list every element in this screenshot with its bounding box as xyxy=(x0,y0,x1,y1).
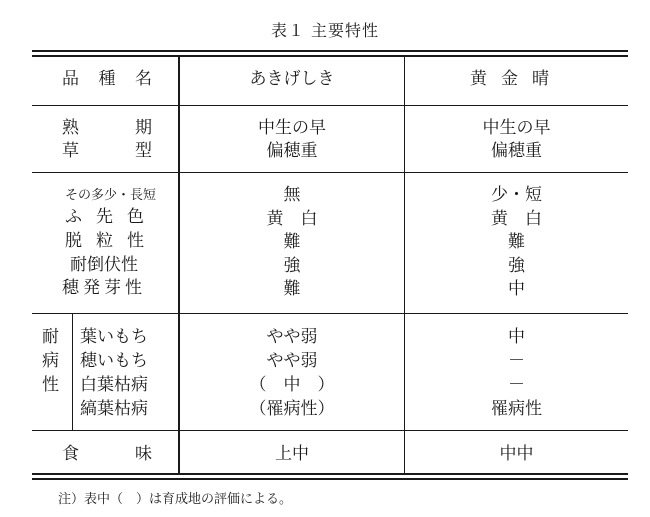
bottom-double-rule-1 xyxy=(32,473,628,475)
koganebare-taste: 中中 xyxy=(499,444,534,464)
label-bacterial-blight: 白葉枯病 xyxy=(80,375,148,395)
koganebare-panicle-blast: － xyxy=(508,351,525,371)
header-char-1: 品 xyxy=(62,69,79,89)
akigeshiki-bacterial-blight: （ 中 ） xyxy=(249,375,335,395)
label-leaf-blast: 葉いもち xyxy=(80,327,148,347)
label-plant-type-char-2: 型 xyxy=(135,141,152,161)
group-label-disease-resistance-1: 耐 xyxy=(42,327,59,347)
akigeshiki-sprouting: 難 xyxy=(283,279,301,299)
table-caption: 表１ 主要特性 xyxy=(270,21,380,40)
akigeshiki-panicle-blast: やや弱 xyxy=(266,351,318,371)
section-rule-1 xyxy=(32,172,628,173)
label-taste-char-2: 味 xyxy=(135,444,152,464)
akigeshiki-maturity: 中生の早 xyxy=(258,118,326,138)
label-maturity-char-1: 熟 xyxy=(62,118,79,138)
header-rule xyxy=(32,105,628,106)
label-maturity xyxy=(62,117,152,139)
koganebare-maturity: 中生の早 xyxy=(482,118,551,138)
header-koganebare: 黄金晴 xyxy=(470,69,563,89)
bottom-double-rule-2 xyxy=(32,478,628,480)
group-label-disease-resistance-3: 性 xyxy=(42,375,59,395)
label-awn: その多少・長短 xyxy=(65,188,157,203)
label-taste-char-1: 食 xyxy=(62,444,79,464)
koganebare-bacterial-blight: － xyxy=(508,375,525,395)
footnote: 注）表中（ ）は育成地の評価による。 xyxy=(58,492,293,507)
header-akigeshiki: あきげしき xyxy=(249,69,335,89)
koganebare-awn: 少・短 xyxy=(491,185,542,205)
koganebare-shattering: 難 xyxy=(508,232,525,252)
koganebare-sprouting: 中 xyxy=(508,279,525,299)
group-label-disease-resistance-2: 病 xyxy=(42,351,59,371)
koganebare-plant-type: 偏穂重 xyxy=(491,141,542,161)
koganebare-leaf-blast: 中 xyxy=(508,327,525,347)
akigeshiki-awn: 無 xyxy=(283,185,301,205)
header-variety-label xyxy=(62,68,152,90)
akigeshiki-shattering: 難 xyxy=(283,232,301,252)
akigeshiki-stripe-disease: （罹病性） xyxy=(249,399,335,419)
header-char-3: 名 xyxy=(135,69,152,89)
section-rule-2 xyxy=(32,313,628,314)
koganebare-lodging: 強 xyxy=(508,256,525,276)
label-plant-type xyxy=(62,140,152,162)
label-lodging-resistance: 耐倒伏性 xyxy=(70,255,138,275)
akigeshiki-taste: 上中 xyxy=(275,444,309,464)
akigeshiki-apiculus-color: 黄 白 xyxy=(266,209,318,229)
label-shattering: 脱粒性 xyxy=(65,231,158,251)
label-apiculus-color: ふ先色 xyxy=(65,207,158,227)
group-divider xyxy=(72,314,73,430)
label-panicle-blast: 穂いもち xyxy=(80,351,148,371)
koganebare-apiculus-color: 黄 白 xyxy=(491,209,542,229)
label-taste xyxy=(62,443,152,465)
akigeshiki-lodging: 強 xyxy=(283,256,301,276)
akigeshiki-plant-type: 偏穂重 xyxy=(266,141,318,161)
label-preharvest-sprouting: 穂発芽性 xyxy=(62,278,146,298)
label-stripe-disease: 縞葉枯病 xyxy=(80,399,148,419)
label-plant-type-char-1: 草 xyxy=(62,141,79,161)
top-double-rule-1 xyxy=(32,50,628,52)
section-rule-3 xyxy=(32,430,628,431)
header-char-2: 種 xyxy=(98,69,116,89)
top-double-rule-2 xyxy=(32,55,628,57)
koganebare-stripe-disease: 罹病性 xyxy=(491,399,542,419)
label-maturity-char-2: 期 xyxy=(135,118,152,138)
akigeshiki-leaf-blast: やや弱 xyxy=(266,327,318,347)
